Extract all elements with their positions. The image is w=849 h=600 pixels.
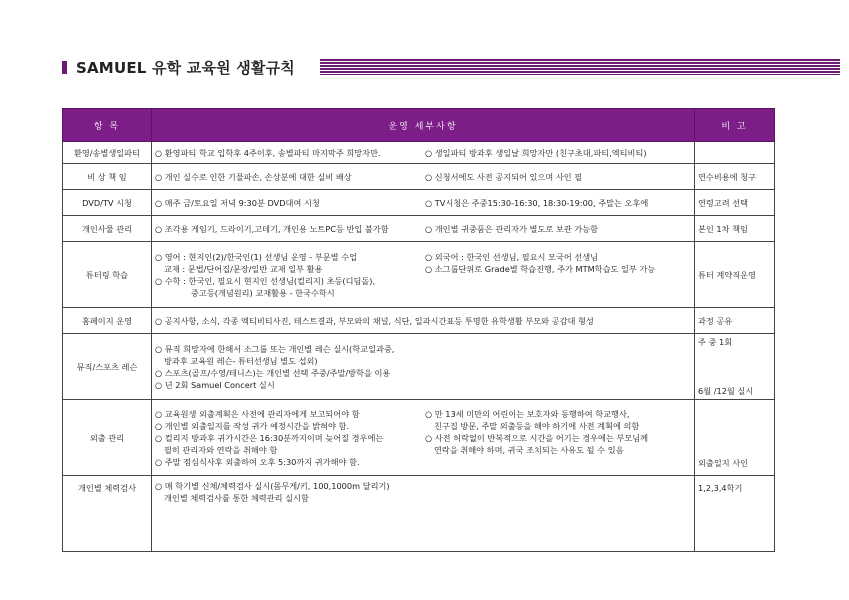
row-detail [152,142,695,164]
detail-left-line: ○ 환영파티 학교 입학후 4주이후, 송별파티 마지막주 희망자만. [155,147,381,158]
detail-right-line: 연락을 취해야 하며, 귀국 조치되는 사유도 될 수 있음 [434,444,624,455]
rules-table [62,108,775,552]
row-detail [152,308,695,334]
table-row [63,334,775,400]
detail-line: 개인별 체력검사를 통한 체력관리 실시함 [164,493,309,503]
detail-right-line: ○ 소그룹단위로 Grade별 학습진행, 주가 MTM학습도 일부 가능 [425,263,656,274]
detail-line: ○ 스포츠(골프/수영/테니스)는 개인별 선택 주중/주말/방학을 이용 [155,367,391,378]
page-title: SAMUEL 유학 교육원 생활규칙 [76,59,296,77]
row-item: 비 상 책 임 [63,164,152,190]
row-detail [152,242,695,308]
table-row [63,142,775,164]
detail-left-line: ○ 컬리지 방과후 귀가시간은 16:30분까지이며 늦어질 경우에는 [155,432,384,443]
row-note: 본인 1차 책임 [695,216,775,242]
header-row [63,109,775,142]
detail-left-line: 필히 관리자와 연락을 취해야 함 [164,444,278,455]
detail-right-line: 친구집 방문, 주말 외출등을 해야 하기에 사전 계획에 의함 [434,420,640,431]
title-stripes [320,59,840,75]
table-row [63,400,775,476]
row-item: 홈페이지 운영 [63,308,152,334]
table-row [63,216,775,242]
row-detail [152,164,695,190]
row-note: 튜터 계약직운영 [695,242,775,308]
detail-left-line: 중고등(개념원리) 교재활용 - 한국수학시 [191,287,335,298]
row-item: 개인사물 관리 [63,216,152,242]
row-detail [152,400,695,476]
header-note: 비 고 [695,109,775,142]
row-note [695,142,775,164]
row-item: 환영/송별생일파티 [63,142,152,164]
row-note: 연수비용에 청구 [695,164,775,190]
detail-right-line: ○ 생일파티 방과후 생일날 희망자만 (친구초대,파티,엑티비티) [425,147,647,158]
row-note: 연령고려 선택 [695,190,775,216]
row-item: 뮤직/스포츠 레슨 [63,334,152,400]
detail-line: ○ 매 학기별 신체/체력검사 실시(몸무게/키, 100,1000m 달리기) [155,481,390,491]
detail-right-line: ○ 외국어 : 한국인 선생님, 필요시 모국어 선생님 [425,251,599,262]
table-row [63,190,775,216]
detail-left-line: ○ 주말 점심식사후 외출하여 오후 5:30까지 귀가해야 함. [155,456,360,467]
detail-right-line: ○ 사전 허락없이 반복적으로 시간을 어기는 경우에는 부모님께 [425,432,649,443]
row-item: 외출 관리 [63,400,152,476]
row-item: 개인별 체력검사 [63,476,152,552]
row-detail [152,190,695,216]
row-note: 1,2,3,4학기 [695,476,775,552]
note-line: 6월 /12월 실시 [698,386,754,396]
table-row [63,242,775,308]
note-line: 주 중 1회 [698,337,733,347]
detail-right-line: ○ 개인별 귀중품은 관리자가 별도로 보관 가능함 [425,223,599,234]
table-row [63,308,775,334]
detail-left-line: 교재 : 문법/단어집/문장/일반 교재 일부 활용 [164,263,323,274]
detail-left-line: ○ 수학 : 한국인, 필요시 현지인 선생님(컬리지) 초등(디딤돌), [155,275,376,286]
detail-right-line: ○ 만 13세 미만의 어린이는 보호자와 동행하여 학교행사, [425,408,630,419]
row-note: 과정 공유 [695,308,775,334]
detail-line: ○ 공지사항, 소식, 각종 엑티비티사진, 테스트결과, 부모와의 채널, 식단, 일과시간표등 투명한 유학생활 부모와 공감대 형성 [155,315,594,326]
title-bar [62,57,772,77]
detail-right-line: ○ 신청서에도 사전 공지되어 있으며 사인 필 [425,171,583,182]
detail-line: ○ 뮤직 희망자에 한해서 소그룹 또는 개인별 레슨 실시(학교일과중, [155,343,395,354]
table-row [63,476,775,552]
detail-right-line: ○ TV시청은 주중15:30-16:30, 18:30-19:00, 주말는 오후에 [425,197,649,208]
detail-left-line: ○ 교육원생 외출계획은 사전에 관리자에게 보고되어야 함 [155,408,360,419]
header-detail: 운영 세부사항 [152,109,695,142]
row-detail [152,476,695,552]
row-detail [152,334,695,400]
detail-left-line: ○ 매주 금/토요일 저녁 9:30분 DVD대여 시청 [155,197,320,208]
row-note: 외출일지 사인 [695,400,775,476]
detail-left-line: ○ 영어 : 현지인(2)/한국인(1) 선생님 운영 - 부문별 수업 [155,251,357,262]
header-item: 항 목 [63,109,152,142]
detail-left-line: ○ 개인별 외출일지를 작성 귀가 예정시간을 밝혀야 함. [155,420,350,431]
row-note [695,334,775,400]
detail-left-line: ○ 조각용 게임기, 드라이기,고데기, 개인용 노트PC등 반입 불가함 [155,223,389,234]
title-marker [62,61,67,74]
row-item: 튜터링 학습 [63,242,152,308]
row-item: DVD/TV 시청 [63,190,152,216]
detail-left-line: ○ 개인 실수로 인한 기물파손, 손상분에 대한 실비 배상 [155,171,352,182]
detail-line: 방과후 교육원 레슨- 튜터선생님 별도 섭외) [164,355,318,366]
row-detail [152,216,695,242]
table-row [63,164,775,190]
detail-line: ○ 년 2회 Samuel Concert 실시 [155,379,275,390]
